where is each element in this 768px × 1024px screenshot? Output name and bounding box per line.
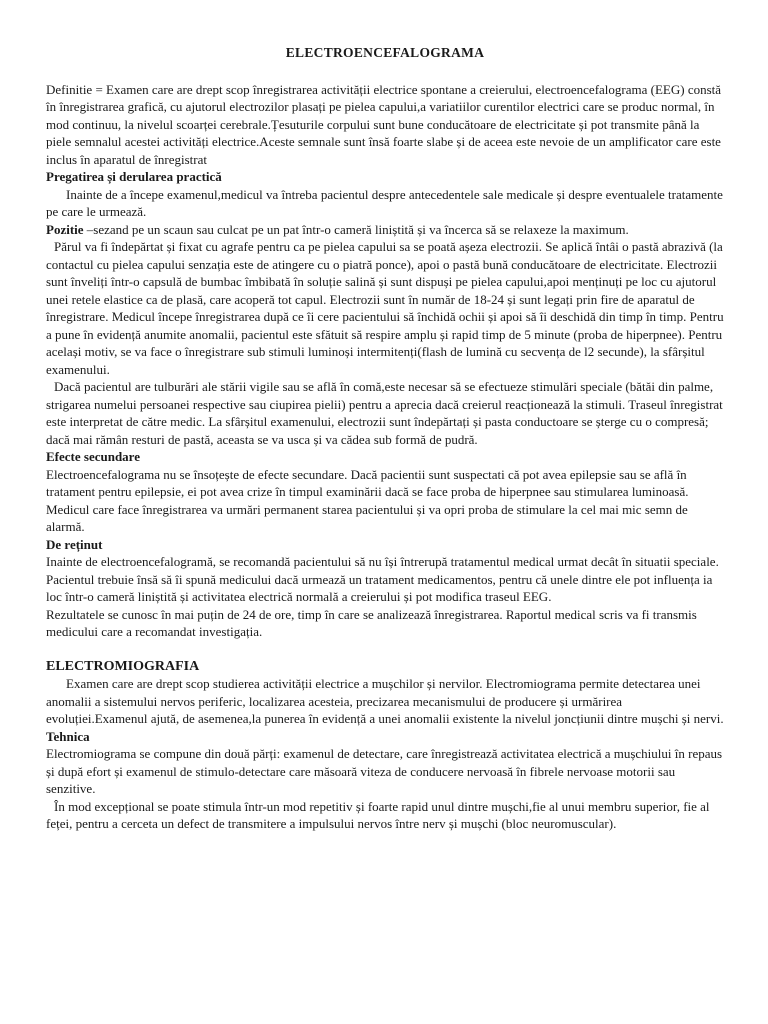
preparation-paragraph: Inainte de a începe examenul,medicul va întreba pacientul despre antecedentele sale medicale și despre eventualele tratamente pe care le urmează. (46, 186, 723, 219)
position-label: Pozitie (46, 221, 84, 237)
electrodes-paragraph: Părul va fi îndepărtat și fixat cu agrafe pentru ca pe pielea capului sa se poată așeza electrozii. Se aplică întâi o pastă abrazivă (la contactul cu pielea capului senzația este de atingere cu o piatră ponce), apoi o pastă bună conducătoare de electricitate. Electrozii sunt înveliți într-o capsulă de bumbac îmbibată în soluție salină și sunt dispuși pe pielea capului,apoi menținuți pe loc cu ajutorul unei retele elastice ca de plasă, care acoperă tot capul. Electrozii sunt în număr de 18-24 și sunt legați prin fire de aparatul de înregistrare. Medicul începe înregistrarea după ce îi cere pacientului să închidă ochii și apoi să îi deschidă din timp în timp. Pentru a pune în evidență anumite anomalii, pacientul este sfătuit să respire amplu și rapid timp de 5 minute (proba de hiperpnee). Pentru același motiv, se va face o înregistrare sub stimuli luminoși intermitenți(flash de lumină cu secvența de l2 secunde), la sfârșitul examenului. (46, 239, 724, 377)
position-paragraph (46, 221, 724, 239)
document-title: ELECTROENCEFALOGRAMA (285, 45, 485, 60)
remember-paragraph: Inainte de electroencefalogramă, se recomandă pacientului să nu își întrerupă tratamentul medical urmat decât în situatii speciale. Pacientul trebuie însă să îi spună medicului dacă urmează un tratament medicamentos, pentru că unele dintre ele pot influența ia loc într-o cameră liniștită și activitatea electrică normală a creierului și pot modifica traseul EEG. (46, 554, 719, 604)
technique-paragraph: Electromiograma se compune din două părți: examenul de detectare, care înregistrează activitatea electrică a mușchiului în repaus și după efort și examenul de stimulo-detectare care măsoară viteza de conducere nervoasă în fibrele nervoase motorii sau senzitive. (46, 746, 723, 796)
position-text: –sezand pe un scaun sau culcat pe un pat într-o cameră liniștită și va încerca să se relaxeze la maximum. (83, 221, 629, 237)
side-effects-heading: Efecte secundare (46, 449, 140, 464)
results-paragraph: Rezultatele se cunosc în mai puțin de 24 de ore, timp în care se analizează înregistrarea. Raportul medical scris va fi transmis medicului care a recomandat investigația. (46, 606, 697, 639)
document-page (46, 44, 724, 833)
remember-heading: De reținut (46, 536, 103, 552)
preparation-heading: Pregatirea și derularea practică (46, 169, 222, 184)
coma-paragraph: Dacă pacientul are tulburări ale stării vigile sau se află în comă,este necesar să se efectueze stimulări speciale (bătăi din palme, strigarea numelui persoanei respective sau ciupirea pielii) pentru a aprecia dacă creierul reacționează la stimuli. Traseul înregistrat este interpretat de către medic. La sfârșitul examenului, electrozii sunt îndepărtați și pasta conductoare se șterge cu o compresă; dacă mai rămân resturi de pastă, aceasta se va usca și va cădea sub formă de pudră. (46, 379, 723, 447)
exceptional-paragraph: În mod excepțional se poate stimula într-un mod repetitiv și foarte rapid unul dintre mușchi,fie al unui membru superior, fie al feței, pentru a cerceta un defect de transmitere a impulsului nervos între nerv și mușchi (bloc neuromuscular). (46, 798, 710, 831)
side-effects-paragraph: Electroencefalograma nu se însoțește de efecte secundare. Dacă pacientii sunt suspectati că pot avea epilepsie sau se află în tratament pentru epilepsie, ei pot avea crize în timpul examinării dacă se face proba de hiperpnee sau stimularea luminoasă. Medicul care face înregistrarea va urmări permanent starea pacientului și va opri proba de stimulare la cel mai mic semn de alarmă. (46, 466, 689, 534)
technique-heading: Tehnica (46, 728, 90, 744)
definition-paragraph: Definitie = Examen care are drept scop înregistrarea activității electrice spontane a creierului, electroencefalograma (EEG) constă în înregistrarea grafică, cu ajutorul electrozilor plasați pe pielea capului,a variatiilor curentilor electrici care se produc normal, în mod continuu, la nivelul scoarței cerebrale.Țesuturile corpului sunt bune conducătoare de electricitate și pot transmite până la piele semnalul acestei activități electrice.Aceste semnale sunt însă foarte slabe și de aceea este nevoie de un amplificator care este inclus în aparatul de înregistrat (46, 81, 722, 167)
emg-intro-paragraph: Examen care are drept scop studierea activității electrice a mușchilor și nervilor. Electromiograma permite detectarea unei anomalii a sistemului nervos periferic, localizarea acesteia, precizarea mecanismului de producere și urmărirea evoluției.Examenul ajută, de asemenea,la punerea în evidență a unei anomalii existente la nivelul joncțiunii dintre mușchi și nervi. (46, 676, 724, 726)
emg-title: ELECTROMIOGRAFIA (46, 658, 200, 674)
